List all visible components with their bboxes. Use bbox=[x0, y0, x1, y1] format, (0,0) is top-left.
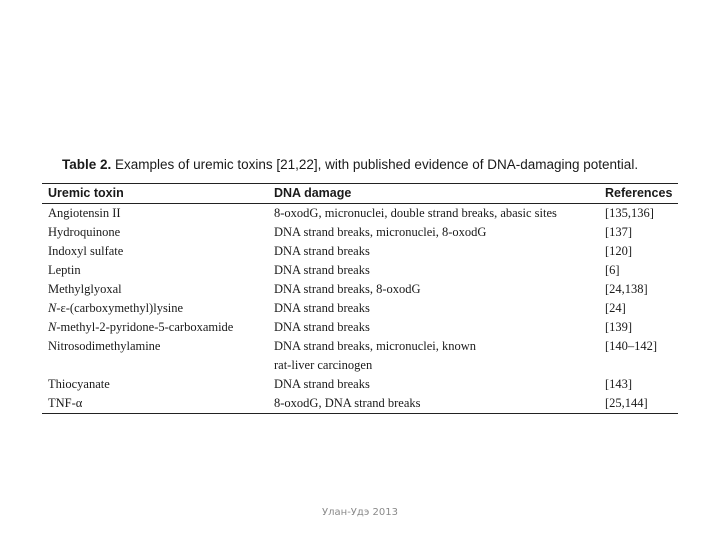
header-dna-damage: DNA damage bbox=[268, 184, 599, 204]
cell-references: [6] bbox=[605, 263, 620, 277]
cell-references: [135,136] bbox=[605, 206, 654, 220]
table-row bbox=[42, 280, 678, 299]
cell-uremic-toxin bbox=[42, 337, 268, 356]
header-uremic-toxin: Uremic toxin bbox=[42, 184, 268, 204]
cell-dna-damage: DNA strand breaks, micronuclei, known bbox=[274, 339, 477, 353]
cell-references bbox=[599, 356, 678, 375]
cell-dna-damage: DNA strand breaks, micronuclei, 8-oxodG bbox=[274, 225, 487, 239]
table-row bbox=[42, 356, 678, 375]
cell-dna-damage: rat-liver carcinogen bbox=[274, 358, 373, 372]
cell-dna-damage: DNA strand breaks bbox=[274, 263, 370, 277]
header-references: References bbox=[599, 184, 678, 204]
toxin-label: Methylglyoxal bbox=[48, 282, 122, 296]
cell-dna-damage: 8-oxodG, micronuclei, double strand breaks, abasic sites bbox=[274, 206, 557, 220]
cell-dna-damage: DNA strand breaks bbox=[274, 301, 370, 315]
table-row bbox=[42, 375, 678, 394]
caption-text: Examples of uremic toxins [21,22], with published evidence of DNA-damaging potential. bbox=[111, 157, 639, 172]
cell-uremic-toxin bbox=[42, 280, 268, 299]
toxin-label: Hydroquinone bbox=[48, 225, 121, 239]
table-row bbox=[42, 337, 678, 356]
toxin-label: TNF-α bbox=[48, 396, 83, 410]
cell-uremic-toxin bbox=[42, 299, 268, 318]
cell-uremic-toxin bbox=[42, 261, 268, 280]
toxin-prefix: N bbox=[48, 320, 57, 334]
caption-label: Table 2. bbox=[62, 157, 112, 172]
cell-dna-damage: DNA strand breaks bbox=[274, 320, 370, 334]
cell-uremic-toxin bbox=[42, 223, 268, 242]
cell-uremic-toxin bbox=[42, 375, 268, 394]
toxin-label: Angiotensin II bbox=[48, 206, 121, 220]
table-row bbox=[42, 394, 678, 413]
cell-references: [140–142] bbox=[605, 339, 658, 353]
cell-dna-damage: 8-oxodG, DNA strand breaks bbox=[274, 396, 421, 410]
toxin-prefix: N bbox=[48, 301, 57, 315]
footer-text: Улан-Удэ 2013 bbox=[322, 507, 398, 518]
table-row bbox=[42, 261, 678, 280]
toxin-label: Thiocyanate bbox=[48, 377, 110, 391]
cell-references: [24] bbox=[605, 301, 626, 315]
toxin-label: Leptin bbox=[48, 263, 81, 277]
table-container bbox=[42, 183, 678, 414]
toxin-label: -ε-(carboxymethyl)lysine bbox=[56, 301, 184, 315]
table-header-row bbox=[42, 184, 678, 204]
cell-uremic-toxin bbox=[42, 394, 268, 413]
cell-references: [24,138] bbox=[605, 282, 648, 296]
table-body bbox=[42, 204, 678, 414]
cell-dna-damage: DNA strand breaks bbox=[274, 244, 370, 258]
table-row bbox=[42, 242, 678, 261]
cell-dna-damage: DNA strand breaks bbox=[274, 377, 370, 391]
toxin-label: -methyl-2-pyridone-5-carboxamide bbox=[56, 320, 234, 334]
cell-references: [143] bbox=[605, 377, 633, 391]
cell-references: [120] bbox=[605, 244, 633, 258]
table-row bbox=[42, 223, 678, 242]
cell-uremic-toxin bbox=[42, 356, 268, 375]
uremic-toxins-table bbox=[42, 184, 678, 413]
toxin-label: Indoxyl sulfate bbox=[48, 244, 124, 258]
table-row bbox=[42, 204, 678, 224]
table-row bbox=[42, 318, 678, 337]
table-caption bbox=[62, 157, 702, 172]
toxin-label: Nitrosodimethylamine bbox=[48, 339, 161, 353]
cell-references: [137] bbox=[605, 225, 633, 239]
cell-dna-damage: DNA strand breaks, 8-oxodG bbox=[274, 282, 421, 296]
cell-uremic-toxin bbox=[42, 242, 268, 261]
cell-references: [25,144] bbox=[605, 396, 648, 410]
cell-uremic-toxin bbox=[42, 204, 268, 224]
cell-uremic-toxin bbox=[42, 318, 268, 337]
cell-references: [139] bbox=[605, 320, 633, 334]
table-row bbox=[42, 299, 678, 318]
